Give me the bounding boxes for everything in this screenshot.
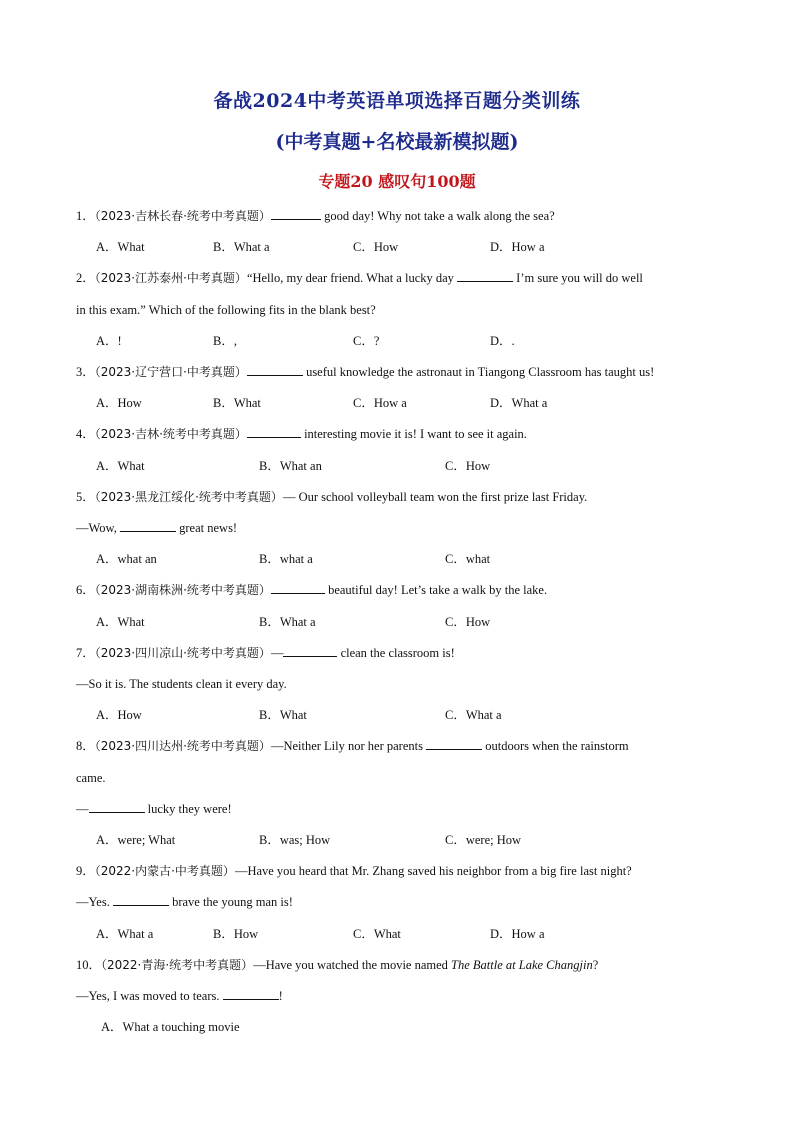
question-source: （2023·黑龙江绥化·统考中考真题） — [94, 490, 283, 504]
question-source: （2023·江苏泰州·中考真题） — [94, 271, 247, 285]
reply-text-cont: lucky they were! — [144, 802, 232, 816]
question-number: 3． — [76, 365, 95, 379]
question-number: 6． — [76, 583, 95, 597]
question-number: 9． — [76, 864, 95, 878]
reply-text: — — [76, 802, 89, 816]
answer-blank — [113, 894, 169, 906]
question-number: 8． — [76, 739, 95, 753]
option-a: A．What — [96, 240, 145, 254]
question-text: useful knowledge the astronaut in Tiangong Classroom has taught us! — [302, 365, 655, 379]
question-text: beautiful day! Let’s take a walk by the lake. — [324, 583, 548, 597]
reply-text-cont: ! — [278, 989, 283, 1003]
question-text-cont: outdoors when the rainstorm — [482, 739, 629, 753]
option-c: C．what — [445, 552, 491, 566]
option-c: C．How — [353, 240, 399, 254]
option-a: A．! — [96, 334, 122, 348]
doc-subtitle: (中考真题+名校最新模拟题) — [275, 131, 519, 153]
option-b: B．what a — [259, 552, 313, 566]
option-d: D．What a — [490, 396, 548, 410]
question-text: —Have you heard that Mr. Zhang saved his neighbor from a big fire last night? — [234, 864, 632, 878]
question-5-line-2 — [76, 520, 237, 536]
question-1 — [76, 208, 555, 224]
question-source: （2022·青海·统考中考真题） — [101, 958, 254, 972]
topic-heading: 专题20 感叹句100题 — [318, 172, 476, 191]
question-text: interesting movie it is! I want to see it again. — [300, 427, 527, 441]
question-text: —Have you watched the movie named — [253, 958, 452, 972]
answer-blank — [247, 426, 301, 438]
answer-blank — [120, 520, 176, 532]
question-source: （2023·四川达州·统考中考真题） — [94, 739, 271, 753]
answer-blank — [89, 801, 145, 813]
question-2 — [76, 270, 643, 286]
question-text-cont: clean the classroom is! — [337, 646, 455, 660]
answer-blank — [223, 988, 279, 1000]
option-a: A．what an — [96, 552, 157, 566]
question-source: （2022·内蒙古·中考真题） — [94, 864, 235, 878]
option-a: A．What a — [96, 927, 154, 941]
option-b: B．What a — [259, 615, 316, 629]
option-c: C．? — [353, 334, 380, 348]
question-8-line-3 — [76, 801, 232, 817]
option-a: A．How — [96, 396, 142, 410]
question-text: — — [270, 646, 284, 660]
reply-text: —Yes. — [76, 895, 113, 909]
question-9-line-2 — [76, 894, 293, 910]
answer-blank — [457, 270, 513, 282]
question-number: 7． — [76, 646, 95, 660]
question-10-line-2 — [76, 988, 283, 1004]
question-text: — Our school volleyball team won the first prize last Friday. — [282, 490, 588, 504]
option-b: B．What an — [259, 459, 322, 473]
question-number: 5． — [76, 490, 95, 504]
question-7 — [76, 645, 455, 661]
option-d: D．. — [490, 334, 515, 348]
option-a: A．were; What — [96, 833, 176, 847]
question-4 — [76, 426, 527, 442]
option-b: B．What — [259, 708, 307, 722]
answer-blank — [247, 364, 303, 376]
option-a: A．What — [96, 459, 145, 473]
question-number: 2． — [76, 271, 95, 285]
question-number: 1． — [76, 209, 95, 223]
question-source: （2023·四川凉山·统考中考真题） — [94, 646, 271, 660]
question-9 — [76, 863, 632, 879]
question-text: —Neither Lily nor her parents — [270, 739, 427, 753]
question-6 — [76, 582, 547, 598]
question-source: （2023·辽宁营口·中考真题） — [94, 365, 247, 379]
option-b: B．was; How — [259, 833, 331, 847]
answer-blank — [426, 738, 482, 750]
option-d: D．How a — [490, 240, 545, 254]
option-b: B．What a — [213, 240, 270, 254]
question-text-cont: I’m sure you will do well — [513, 271, 643, 285]
question-5 — [76, 489, 587, 505]
question-source: （2023·吉林长春·统考中考真题） — [94, 209, 271, 223]
question-source: （2023·湖南株洲·统考中考真题） — [94, 583, 271, 597]
reply-text: —Yes, I was moved to tears. — [76, 989, 223, 1003]
answer-blank — [271, 208, 321, 220]
movie-title: The Battle at Lake Changjin — [451, 958, 593, 972]
question-10 — [76, 957, 598, 973]
answer-blank — [271, 582, 325, 594]
option-c: C．What a — [445, 708, 502, 722]
answer-blank — [283, 645, 337, 657]
option-b: B．How — [213, 927, 259, 941]
question-text-cont: ? — [592, 958, 599, 972]
option-d: D．How a — [490, 927, 545, 941]
reply-text: —Wow, — [76, 521, 121, 535]
question-number: 10． — [76, 958, 102, 972]
option-c: C．How a — [353, 396, 407, 410]
question-text: “Hello, my dear friend. What a lucky day — [246, 271, 458, 285]
option-a: A．How — [96, 708, 142, 722]
question-7-line-2: —So it is. The students clean it every day. — [76, 677, 287, 691]
option-a: A．What a touching movie — [101, 1020, 240, 1034]
question-8-line-2: came. — [76, 771, 106, 785]
option-b: B．What — [213, 396, 261, 410]
reply-text-cont: brave the young man is! — [168, 895, 293, 909]
option-b: B．, — [213, 334, 237, 348]
reply-text-cont: great news! — [176, 521, 238, 535]
option-c: C．How — [445, 615, 491, 629]
option-c: C．What — [353, 927, 401, 941]
question-3 — [76, 364, 654, 380]
question-8 — [76, 738, 629, 754]
question-2-line-2: in this exam.” Which of the following fits in the blank best? — [76, 303, 376, 317]
question-number: 4． — [76, 427, 95, 441]
option-a: A．What — [96, 615, 145, 629]
question-text: good day! Why not take a walk along the sea? — [320, 209, 555, 223]
option-c: C．were; How — [445, 833, 522, 847]
question-source: （2023·吉林·统考中考真题） — [94, 427, 247, 441]
doc-title: 备战2024中考英语单项选择百题分类训练 — [213, 90, 581, 112]
option-c: C．How — [445, 459, 491, 473]
